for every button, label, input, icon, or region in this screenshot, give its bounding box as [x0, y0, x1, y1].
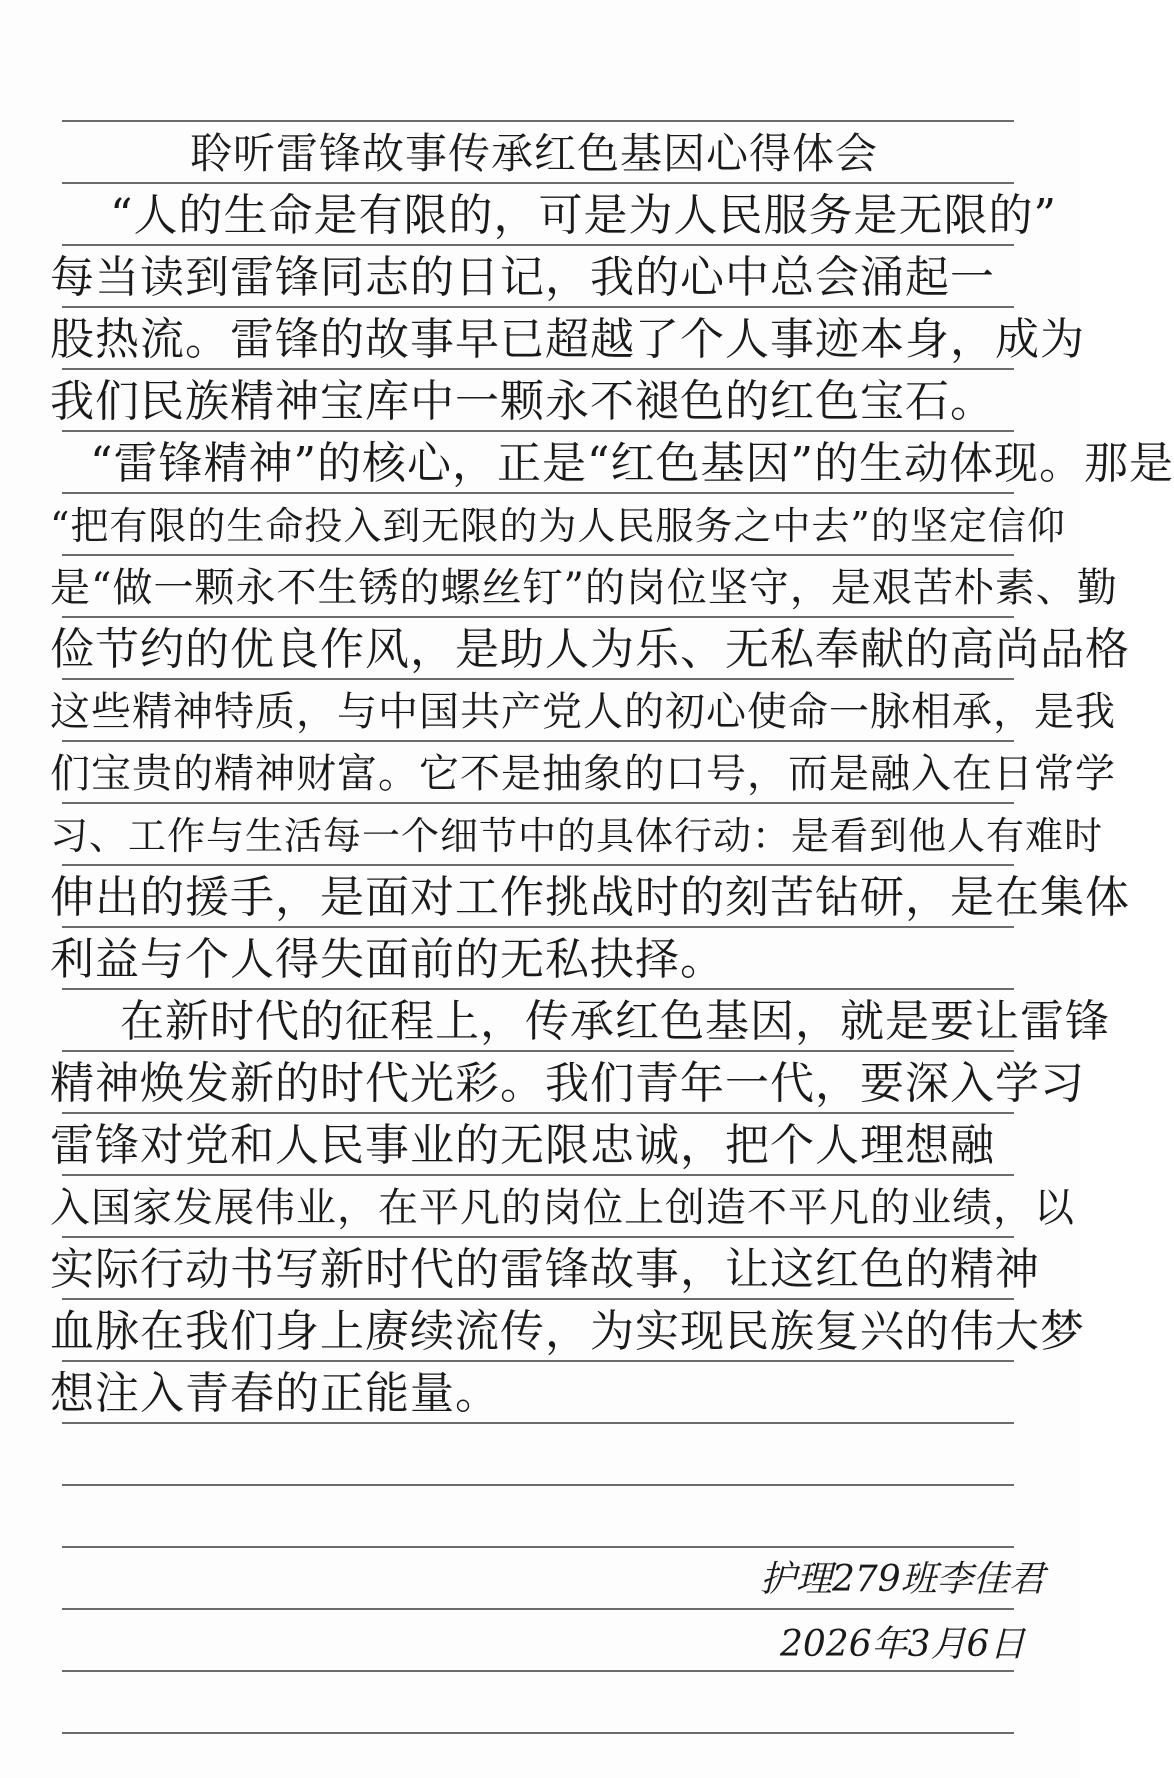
text-line: 是“做一颗永不生锈的螺丝钉”的岗位坚守，是艰苦朴素、勤 [50, 565, 1118, 611]
text-line: 精神焕发新的时代光彩。我们青年一代，要深入学习 [50, 1058, 1085, 1109]
text-line: 习、工作与生活每一个细节中的具体行动：是看到他人有难时 [50, 814, 1104, 858]
ruled-line [62, 1732, 1014, 1734]
text-line: “把有限的生命投入到无限的为人民服务之中去”的坚定信仰 [50, 504, 1066, 548]
ruled-line [62, 120, 1014, 122]
text-line: 入国家发展伟业，在平凡的岗位上创造不平凡的业绩，以 [50, 1185, 1075, 1231]
text-line: “人的生命是有限的，可是为人民服务是无限的” [110, 190, 1057, 241]
ruled-line [62, 1546, 1014, 1548]
text-line: 血脉在我们身上赓续流传，为实现民族复兴的伟大梦 [50, 1306, 1085, 1357]
page-title: 聆听雷锋故事传承红色基因心得体会 [190, 129, 879, 178]
text-line: 我们民族精神宝库中一颗永不褪色的红色宝石。 [50, 376, 995, 427]
text-line: 想注入青春的正能量。 [50, 1368, 500, 1419]
text-line: 利益与个人得失面前的无私抉择。 [50, 934, 725, 985]
signature-date: 2026年3月6日 [780, 1624, 1026, 1665]
text-line: 们宝贵的精神财富。它不是抽象的口号，而是融入在日常学 [50, 751, 1116, 797]
text-line: 股热流。雷锋的故事早已超越了个人事迹本身，成为 [50, 314, 1085, 365]
ruled-line [62, 1608, 1014, 1610]
signature-author: 护理279班李佳君 [760, 1559, 1045, 1600]
text-line: 这些精神特质，与中国共产党人的初心使命一脉相承，是我 [50, 689, 1116, 735]
text-line: 俭节约的优良作风，是助人为乐、无私奉献的高尚品格 [50, 624, 1130, 675]
text-line: “雷锋精神”的核心，正是“红色基因”的生动体现。那是 [90, 438, 1174, 489]
text-line: 雷锋对党和人民事业的无限忠诚，把个人理想融 [50, 1120, 995, 1171]
text-line: 伸出的援手，是面对工作挑战时的刻苦钻研，是在集体 [50, 872, 1130, 923]
text-line: 实际行动书写新时代的雷锋故事，让这红色的精神 [50, 1244, 1040, 1295]
ruled-line [62, 1484, 1014, 1486]
text-line: 在新时代的征程上，传承红色基因，就是要让雷锋 [120, 996, 1110, 1047]
ruled-line [62, 1670, 1014, 1672]
text-line: 每当读到雷锋同志的日记，我的心中总会涌起一 [50, 252, 995, 303]
